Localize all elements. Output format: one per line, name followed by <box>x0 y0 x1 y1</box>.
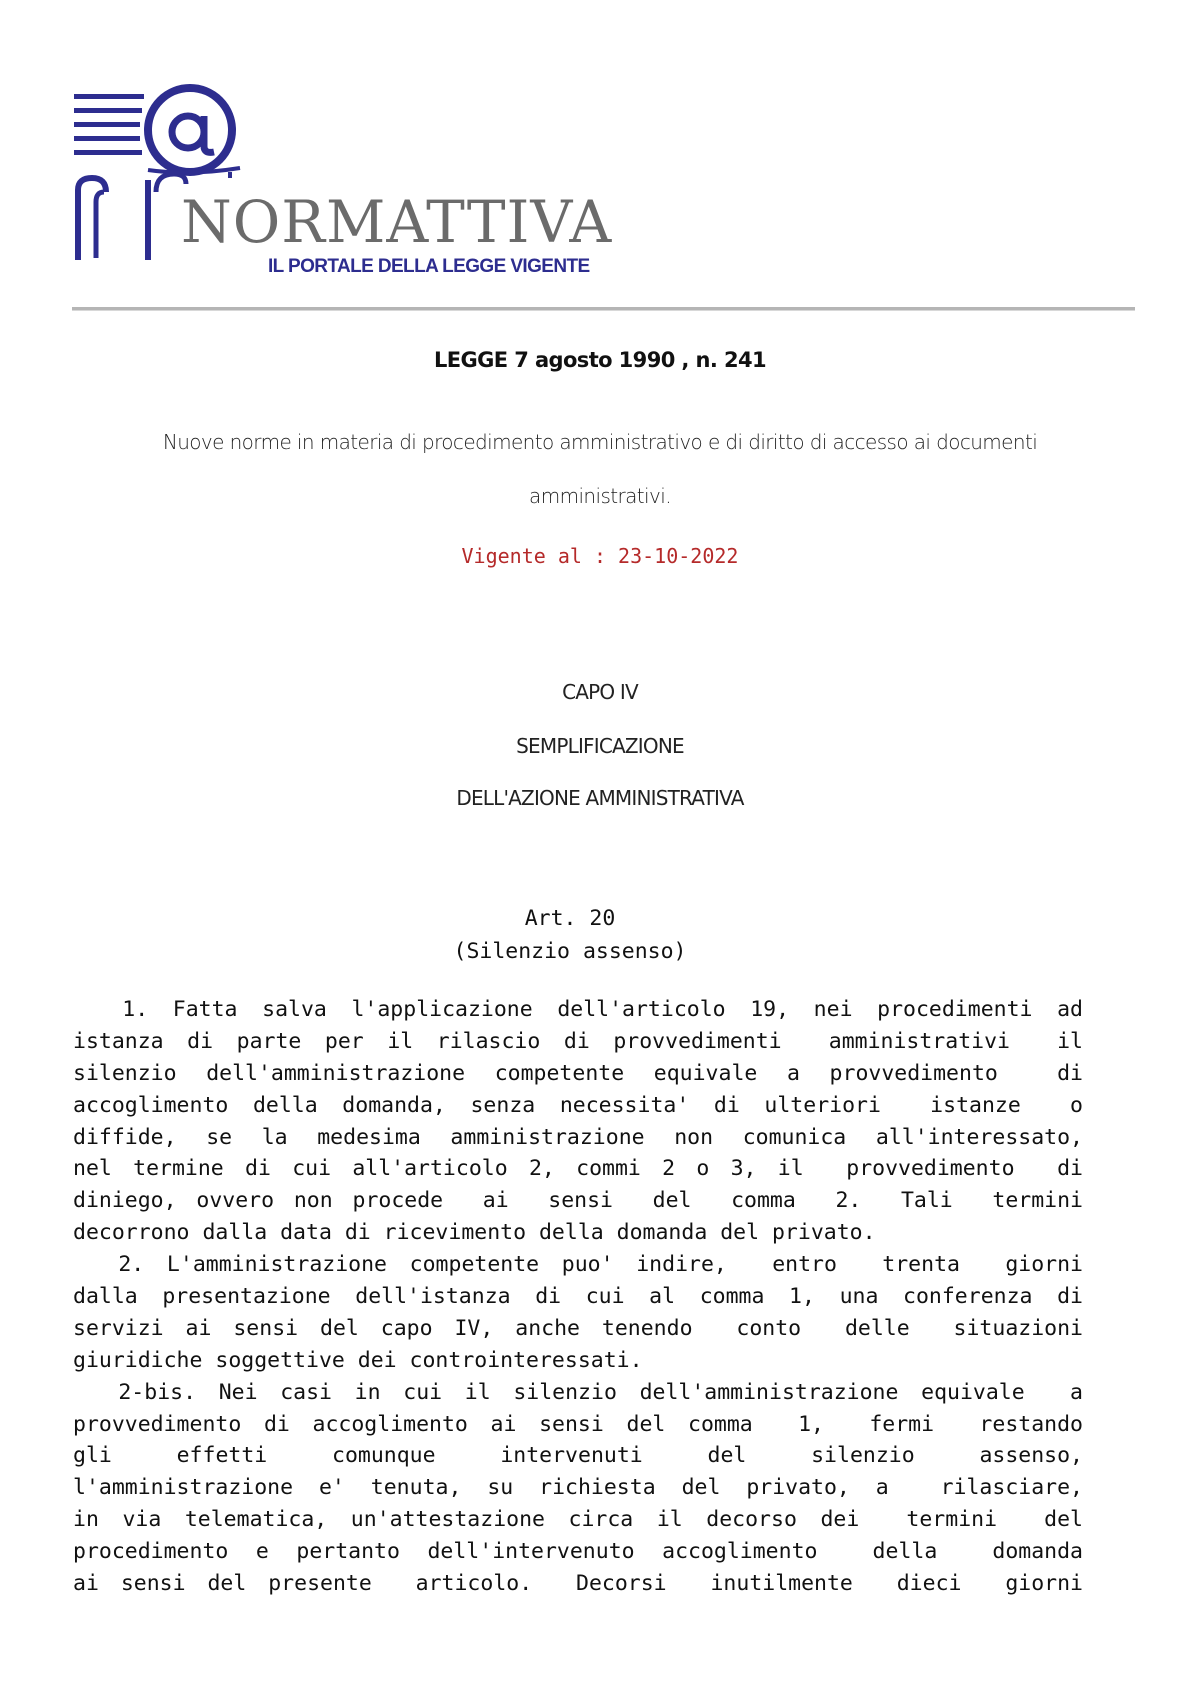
chapter-number: CAPO IV <box>562 680 638 704</box>
article-body <box>73 994 1083 1600</box>
article-line: giuridiche soggettive dei controinteressati. <box>73 1347 643 1373</box>
chapter-heading-line1: SEMPLIFICAZIONE <box>516 734 684 758</box>
article-heading: (Silenzio assenso) <box>453 939 687 964</box>
article-line: diffide, se la medesima amministrazione non comunica all'interessato, <box>73 1124 1083 1150</box>
article-line: nel termine di cui all'articolo 2, commi 2 o 3, il provvedimento di <box>73 1156 1083 1182</box>
normattiva-logo <box>70 80 613 290</box>
law-subtitle-line1: Nuove norme in materia di procedimento amministrativo e di diritto di accesso ai documenti <box>162 430 1038 454</box>
header-divider <box>72 307 1135 311</box>
chapter-heading-line2: DELL'AZIONE AMMINISTRATIVA <box>456 786 744 810</box>
article-line: accoglimento della domanda, senza necessita' di ulteriori istanze o <box>73 1092 1083 1118</box>
logo-wordmark: NORMATTIVA <box>181 188 613 256</box>
law-subtitle-line2: amministrativi. <box>529 484 671 508</box>
article-line: in via telematica, un'attestazione circa il decorso dei termini del <box>73 1507 1083 1533</box>
article-line: gli effetti comunque intervenuti del silenzio assenso, <box>73 1443 1083 1469</box>
article-line: ai sensi del presente articolo. Decorsi inutilmente dieci giorni <box>73 1571 1083 1597</box>
article-line: l'amministrazione e' tenuta, su richiesta del privato, a rilasciare, <box>73 1475 1083 1501</box>
article-line: silenzio dell'amministrazione competente equivale a provvedimento di <box>73 1060 1083 1086</box>
article-line: diniego, ovvero non procede ai sensi del comma 2. Tali termini <box>73 1188 1083 1214</box>
article-line: 1. Fatta salva l'applicazione dell'articolo 19, nei procedimenti ad <box>73 997 1083 1022</box>
article-line: procedimento e pertanto dell'intervenuto accoglimento della domanda <box>73 1539 1083 1565</box>
law-title: LEGGE 7 agosto 1990 , n. 241 <box>433 348 766 372</box>
article-line: dalla presentazione dell'istanza di cui al comma 1, una conferenza di <box>73 1284 1083 1310</box>
article-line: decorrono dalla data di ricevimento della domanda del privato. <box>73 1220 876 1246</box>
article-line: istanza di parte per il rilascio di provvedimenti amministrativi il <box>73 1028 1083 1054</box>
logo-tagline: IL PORTALE DELLA LEGGE VIGENTE <box>268 256 590 277</box>
article-line: 2-bis. Nei casi in cui il silenzio dell'amministrazione equivale a <box>73 1379 1083 1405</box>
vigente-date: Vigente al : 23-10-2022 <box>461 544 739 568</box>
article-line: servizi ai sensi del capo IV, anche tenendo conto delle situazioni <box>73 1315 1083 1341</box>
article-number: Art. 20 <box>524 906 616 931</box>
article-line: provvedimento di accoglimento ai sensi del comma 1, fermi restando <box>73 1411 1083 1437</box>
article-line: 2. L'amministrazione competente puo' indire, entro trenta giorni <box>73 1252 1083 1278</box>
